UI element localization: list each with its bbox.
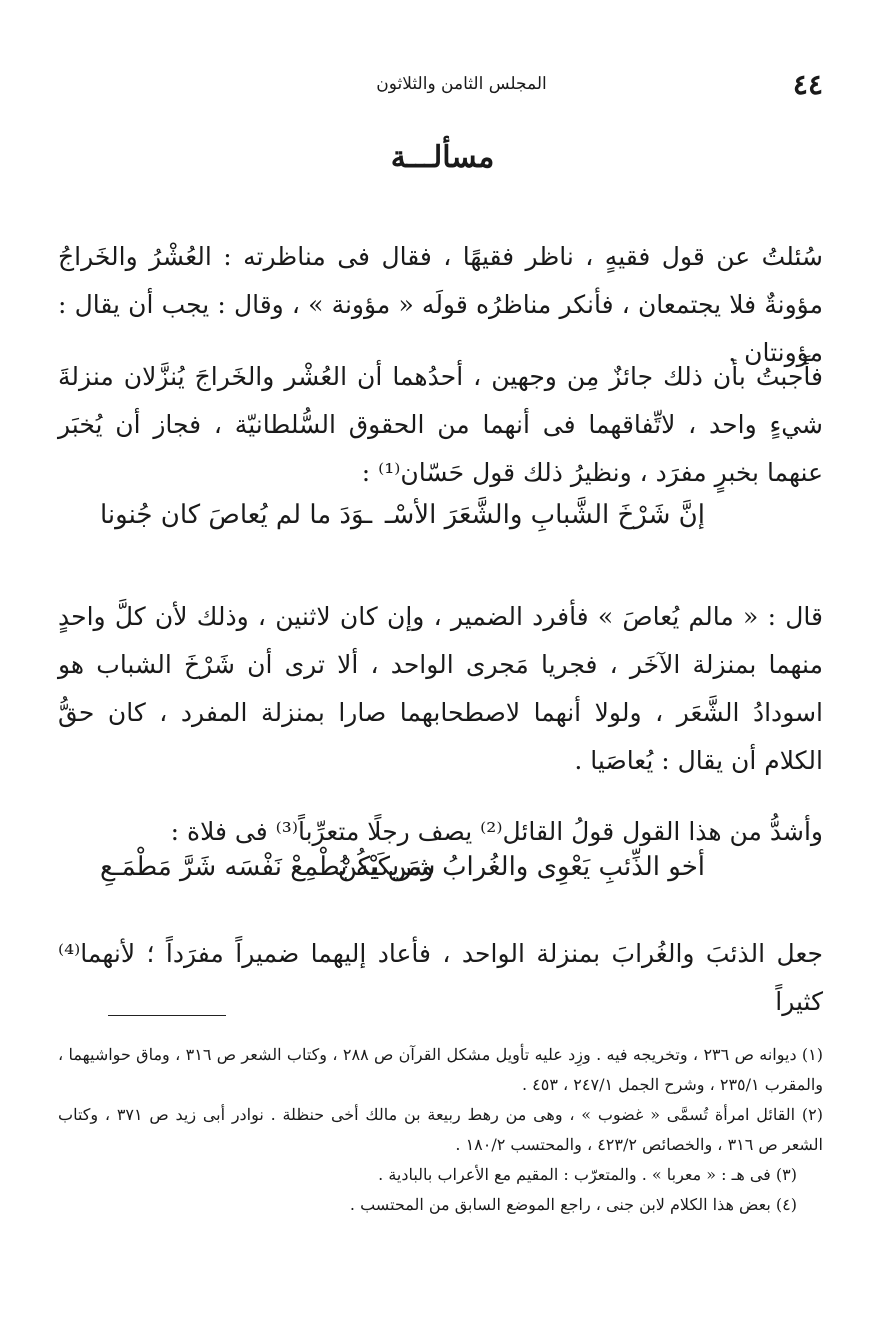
verse-second-hemistich: شريكَيْه يُطْمِعْ نَفْسَه شَرَّ مَطْمَـعِ (100, 852, 436, 882)
section-title: مسألـــة (390, 140, 495, 175)
verse-hassan (100, 500, 705, 540)
page-header (60, 68, 823, 102)
verse-first-hemistich: أخو الذِّئبِ يَعْوِى والغُرابُ ومَن يكُنْ (337, 852, 705, 882)
paragraph-conclusion: جعل الذئبَ والغُرابَ بمنزلة الواحد ، فأعاد إليهما ضميراً مفرَداً ؛ لأنهما⁽⁴⁾ كثيراً (58, 939, 823, 1016)
footnote-2: (٢) القائل امرأة تُسمَّى « غضوب » ، وهى من رهط ربيعة بن مالك أخى حنظلة . نوادر أبى زيد ص ٣٧١ ، وكتاب الشعر ص ٣١٦ ، والخصائص ٤٢٣/٢ ، والمحتسب ١٨٠/٢ . (58, 1105, 823, 1154)
paragraph-explanation: قال : « مالم يُعاصَ » فأفرد الضمير ، وإن كان لاثنين ، وذلك لأن كلَّ واحدٍ منهما بمنزلة الآخَر ، فجريا مَجرى الواحد ، ألا ترى أن شَرْخَ الشباب هو اسودادُ الشَّعَر ، ولولا أنهما لاصطحابهما صارا بمنزلة المفرد ، كان حقُّ الكلام أن يقال : يُعاصَيا . (58, 602, 823, 775)
verse-second-hemistich: ـوَدَ ما لم يُعاصَ كان جُنونا (100, 500, 373, 530)
footnote-4: (٤) بعض هذا الكلام لابن جنى ، راجع الموضع السابق من المحتسب . (349, 1195, 797, 1214)
paragraph-answer: فأَجبتُ بأن ذلك جائزٌ مِن وجهين ، أحدُهما أن العُشْر والخَراجَ يُنزَّلان منزلةَ شيءٍ واحد ، لاتِّفاقهما فى أنهما من الحقوق السُّلطانيّة ، فجاز أن يُخبَر عنهما بخبرٍ مفرَد ، ونظيرُ ذلك قول حَسّان⁽¹⁾ : (58, 362, 823, 487)
footnotes (58, 1040, 823, 1220)
page-number: ٤٤ (792, 68, 823, 101)
footnote-divider (108, 1015, 226, 1016)
verse-wolf-crow (100, 852, 705, 892)
verse-first-hemistich: إنَّ شَرْخَ الشَّبابِ والشَّعَرَ الأسْـ (384, 500, 705, 530)
footnote-1: (١) ديوانه ص ٢٣٦ ، وتخريجه فيه . وزِد عليه تأويل مشكل القرآن ص ٢٨٨ ، وكتاب الشعر ص ٣١٦ ، وماق حواشيهما ، والمقرب ٢٣٥/١ ، وشرح الجمل ٢٤٧/١ ، ٤٥٣ . (58, 1045, 824, 1094)
paragraph-question: سُئلتُ عن قول فقيهٍ ، ناظر فقيهًا ، فقال فى مناظرته : العُشْرُ والخَراجُ مؤونةٌ فلا يجتمعان ، فأنكر مناظرُه قولَه « مؤونة » ، وقال : يجب أن يقال : مؤونتان . (58, 242, 823, 367)
running-head: المجلس الثامن والثلاثون (376, 74, 547, 94)
paragraph-stronger-example: وأشدُّ من هذا القول قولُ القائل⁽²⁾ يصف رجلًا متعرِّباً⁽³⁾ فى فلاة : (170, 817, 823, 846)
footnote-3: (٣) فى هـ : « معربا » . والمتعرّب : المقيم مع الأعراب بالبادية . (378, 1165, 797, 1184)
